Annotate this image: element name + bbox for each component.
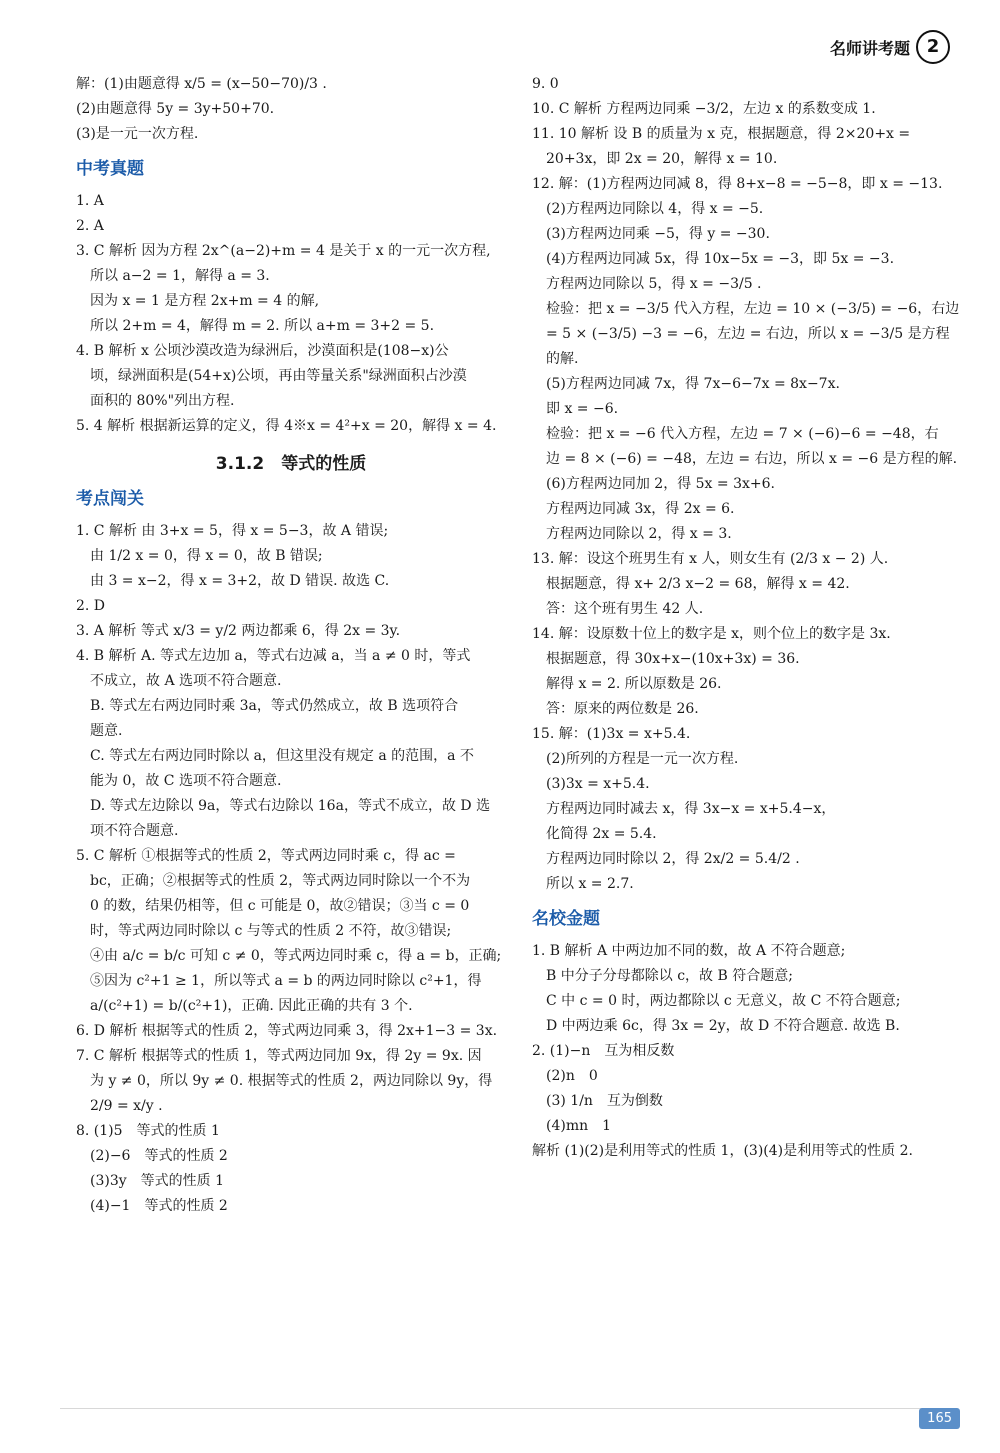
text-line: B 中分子分母都除以 c，故 B 符合题意; <box>546 968 793 984</box>
text-line: 8. (1)5 等式的性质 1 <box>76 1123 220 1139</box>
text-line: 13. 解：设这个班男生有 x 人，则女生有 (2/3 x − 2) 人. <box>532 551 889 567</box>
text-line: 为 y ≠ 0，所以 9y ≠ 0. 根据等式的性质 2，两边同除以 9y，得 <box>90 1073 493 1089</box>
text-line: 根据题意，得 x+ 2/3 x−2 = 68，解得 x = 42. <box>546 576 850 592</box>
text-line: 20+3x，即 2x = 20，解得 x = 10. <box>546 151 778 167</box>
text-line: (3)3y 等式的性质 1 <box>90 1173 225 1189</box>
text-line: (5)方程两边同减 7x，得 7x−6−7x = 8x−7x. <box>546 376 840 392</box>
footer-divider <box>60 1408 940 1409</box>
text-line: 14. 解：设原数十位上的数字是 x，则个位上的数字是 3x. <box>532 626 891 642</box>
text-line: 3. A 解析 等式 x/3 = y/2 两边都乘 6，得 2x = 3y. <box>76 623 401 639</box>
text-line: (4)mn 1 <box>546 1118 612 1134</box>
text-line: 根据题意，得 30x+x−(10x+3x) = 36. <box>546 651 800 667</box>
text-line: 1. A <box>76 193 104 209</box>
text-line: 5. 4 解析 根据新运算的定义，得 4※x = 4²+x = 20，解得 x = 4. <box>76 418 497 434</box>
text-line: (2)n 0 <box>546 1068 598 1084</box>
text-line: 10. C 解析 方程两边同乘 −3/2，左边 x 的系数变成 1. <box>532 101 876 117</box>
text-line: (4)方程两边同减 5x，得 10x−5x = −3，即 5x = −3. <box>546 251 895 267</box>
text-line: 因为 x = 1 是方程 2x+m = 4 的解, <box>90 293 320 309</box>
text-line: 即 x = −6. <box>546 401 619 417</box>
text-line: D 中两边乘 6c，得 3x = 2y，故 D 不符合题意. 故选 B. <box>546 1018 900 1034</box>
text-line: 时，等式两边同时除以 c 与等式的性质 2 不符，故③错误; <box>90 923 452 939</box>
text-line: 答：这个班有男生 42 人. <box>546 601 704 617</box>
text-line: 题意. <box>90 723 123 739</box>
text-line: 所以 2+m = 4，解得 m = 2. 所以 a+m = 3+2 = 5. <box>90 318 435 334</box>
text-line: C 中 c = 0 时，两边都除以 c 无意义，故 C 不符合题意; <box>546 993 901 1009</box>
text-line: 检验：把 x = −3/5 代入方程，左边 = 10 × (−3/5) = −6，右边 <box>546 301 960 317</box>
text-line: 不成立，故 A 选项不符合题意. <box>90 673 282 689</box>
text-line: 9. 0 <box>532 76 559 92</box>
text-line: (6)方程两边同加 2，得 5x = 3x+6. <box>546 476 775 492</box>
text-line: 面积的 80%"列出方程. <box>90 393 235 409</box>
text-line: D. 等式左边除以 9a，等式右边除以 16a，等式不成立，故 D 选 <box>90 798 491 814</box>
text-line: 方程两边同除以 5，得 x = −3/5 . <box>546 276 762 292</box>
text-line: 答：原来的两位数是 26. <box>546 701 699 717</box>
text-line: (3) 1/n 互为倒数 <box>546 1093 663 1109</box>
text-line: = 5 × (−3/5) −3 = −6，左边 = 右边，所以 x = −3/5 是方程 <box>546 326 950 342</box>
text-line: 项不符合题意. <box>90 823 179 839</box>
text-line: (3)是一元一次方程. <box>76 126 199 142</box>
text-line: bc，正确；②根据等式的性质 2，等式两边同时除以一个不为 <box>90 873 471 889</box>
text-line: 由 1/2 x = 0，得 x = 0，故 B 错误; <box>90 548 323 564</box>
text-line: C. 等式左右两边同时除以 a，但这里没有规定 a 的范围，a 不 <box>90 748 474 764</box>
text-line: (4)−1 等式的性质 2 <box>90 1198 228 1214</box>
text-line: 3. C 解析 因为方程 2x^(a−2)+m = 4 是关于 x 的一元一次方程, <box>76 243 491 259</box>
text-line: 5. C 解析 ①根据等式的性质 2，等式两边同时乘 c，得 ac = <box>76 848 456 864</box>
text-line: 1. B 解析 A 中两边加不同的数，故 A 不符合题意; <box>532 943 846 959</box>
left-column <box>76 72 506 1219</box>
text-line: 4. B 解析 A. 等式左边加 a，等式右边减 a，当 a ≠ 0 时，等式 <box>76 648 471 664</box>
text-line: (2)由题意得 5y = 3y+50+70. <box>76 101 275 117</box>
text-line: 方程两边同时减去 x，得 3x−x = x+5.4−x， <box>546 801 836 817</box>
text-line: ④由 a/c = b/c 可知 c ≠ 0，等式两边同时乘 c，得 a = b，正确; <box>90 948 502 964</box>
text-line: 解得 x = 2. 所以原数是 26. <box>546 676 722 692</box>
text-line: 方程两边同时除以 2，得 2x/2 = 5.4/2 . <box>546 851 800 867</box>
text-line: 15. 解：(1)3x = x+5.4. <box>532 726 691 742</box>
text-line: (2)方程两边同除以 4，得 x = −5. <box>546 201 764 217</box>
text-line: 能为 0，故 C 选项不符合题意. <box>90 773 282 789</box>
text-line: (2)所列的方程是一元一次方程. <box>546 751 739 767</box>
text-line: 1. C 解析 由 3+x = 5，得 x = 5−3，故 A 错误; <box>76 523 389 539</box>
text-line: 边 = 8 × (−6) = −48，左边 = 右边，所以 x = −6 是方程的解. <box>546 451 958 467</box>
text-line: 顷，绿洲面积是(54+x)公顷，再由等量关系"绿洲面积占沙漠 <box>90 368 467 384</box>
text-line: 的解. <box>546 351 579 367</box>
text-line: 化简得 2x = 5.4. <box>546 826 657 842</box>
text-line: ⑤因为 c²+1 ≥ 1，所以等式 a = b 的两边同时除以 c²+1，得 <box>90 973 482 989</box>
text-line: 7. C 解析 根据等式的性质 1，等式两边同加 9x，得 2y = 9x. 因 <box>76 1048 482 1064</box>
text-line: 检验：把 x = −6 代入方程，左边 = 7 × (−6)−6 = −48，右 <box>546 426 939 442</box>
text-line: 解：(1)由题意得 x/5 = (x−50−70)/3 . <box>76 76 327 92</box>
right-column <box>532 72 960 1164</box>
text-line: 所以 a−2 = 1，解得 a = 3. <box>90 268 270 284</box>
text-line: (3)方程两边同乘 −5，得 y = −30. <box>546 226 770 242</box>
text-line: 解析 (1)(2)是利用等式的性质 1，(3)(4)是利用等式的性质 2. <box>532 1143 913 1159</box>
text-line: 2. A <box>76 218 104 234</box>
text-line: 2. (1)−n 互为相反数 <box>532 1043 675 1059</box>
page-header <box>830 30 950 64</box>
text-line: 方程两边同减 3x，得 2x = 6. <box>546 501 735 517</box>
text-line: 4. B 解析 x 公顷沙漠改造为绿洲后，沙漠面积是(108−x)公 <box>76 343 449 359</box>
text-line: 12. 解：(1)方程两边同减 8，得 8+x−8 = −5−8，即 x = −13. <box>532 176 943 192</box>
text-line: 2. D <box>76 598 106 614</box>
section-heading: 3.1.2 等式的性质 <box>215 454 367 474</box>
text-line: 6. D 解析 根据等式的性质 2，等式两边同乘 3，得 2x+1−3 = 3x. <box>76 1023 498 1039</box>
section-heading: 名校金题 <box>532 909 600 929</box>
header-title: 名师讲考题 <box>829 38 910 58</box>
brand-logo-icon: 2 <box>916 30 950 64</box>
text-line: 2/9 = x/y . <box>90 1098 163 1114</box>
text-line: 所以 x = 2.7. <box>546 876 634 892</box>
text-line: 11. 10 解析 设 B 的质量为 x 克，根据题意，得 2×20+x = <box>532 126 911 142</box>
section-heading: 考点闯关 <box>76 489 144 509</box>
text-line: (2)−6 等式的性质 2 <box>90 1148 228 1164</box>
text-line: 0 的数，结果仍相等，但 c 可能是 0，故②错误；③当 c = 0 <box>90 898 470 914</box>
text-line: (3)3x = x+5.4. <box>546 776 650 792</box>
page-number: 165 <box>919 1408 960 1429</box>
section-heading: 中考真题 <box>76 159 144 179</box>
text-line: B. 等式左右两边同时乘 3a，等式仍然成立，故 B 选项符合 <box>90 698 459 714</box>
text-line: 由 3 = x−2，得 x = 3+2，故 D 错误. 故选 C. <box>90 573 390 589</box>
text-line: 方程两边同除以 2，得 x = 3. <box>546 526 732 542</box>
text-line: a/(c²+1) = b/(c²+1)，正确. 因此正确的共有 3 个. <box>90 998 413 1014</box>
